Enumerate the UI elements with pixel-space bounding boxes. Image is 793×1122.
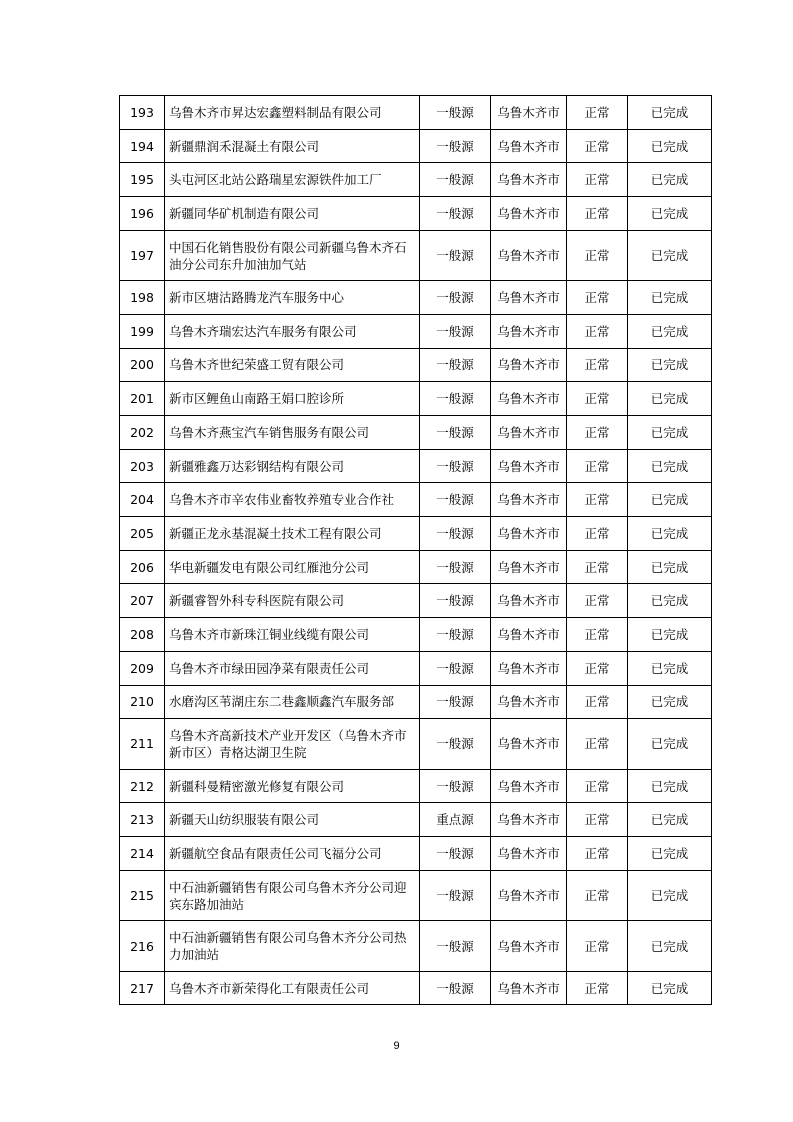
city-cell: 乌鲁木齐市 xyxy=(491,197,567,231)
source-type-cell: 一般源 xyxy=(420,230,491,281)
city-cell: 乌鲁木齐市 xyxy=(491,517,567,551)
completion-status-cell: 已完成 xyxy=(628,281,712,315)
status-cell: 正常 xyxy=(567,618,628,652)
table-row xyxy=(120,281,712,315)
city-cell: 乌鲁木齐市 xyxy=(491,163,567,197)
company-name-cell: 新疆鼎润禾混凝土有限公司 xyxy=(165,129,420,163)
table-row xyxy=(120,197,712,231)
row-number-cell: 212 xyxy=(120,769,165,803)
company-name-cell: 中国石化销售股份有限公司新疆乌鲁木齐石油分公司东升加油加气站 xyxy=(165,230,420,281)
city-cell: 乌鲁木齐市 xyxy=(491,719,567,770)
row-number-cell: 208 xyxy=(120,618,165,652)
source-type-cell: 一般源 xyxy=(420,719,491,770)
city-cell: 乌鲁木齐市 xyxy=(491,651,567,685)
table-row xyxy=(120,685,712,719)
source-type-cell: 一般源 xyxy=(420,837,491,871)
table-row xyxy=(120,921,712,972)
table-row xyxy=(120,870,712,921)
city-cell: 乌鲁木齐市 xyxy=(491,348,567,382)
status-cell: 正常 xyxy=(567,971,628,1005)
completion-status-cell: 已完成 xyxy=(628,870,712,921)
table-row xyxy=(120,517,712,551)
source-type-cell: 一般源 xyxy=(420,870,491,921)
city-cell: 乌鲁木齐市 xyxy=(491,921,567,972)
company-name-cell: 新疆航空食品有限责任公司飞福分公司 xyxy=(165,837,420,871)
row-number-cell: 194 xyxy=(120,129,165,163)
city-cell: 乌鲁木齐市 xyxy=(491,550,567,584)
source-type-cell: 一般源 xyxy=(420,281,491,315)
completion-status-cell: 已完成 xyxy=(628,348,712,382)
source-type-cell: 一般源 xyxy=(420,348,491,382)
source-type-cell: 重点源 xyxy=(420,803,491,837)
table-row xyxy=(120,584,712,618)
completion-status-cell: 已完成 xyxy=(628,971,712,1005)
table-row xyxy=(120,348,712,382)
source-type-cell: 一般源 xyxy=(420,651,491,685)
row-number-cell: 211 xyxy=(120,719,165,770)
city-cell: 乌鲁木齐市 xyxy=(491,129,567,163)
source-type-cell: 一般源 xyxy=(420,163,491,197)
status-cell: 正常 xyxy=(567,803,628,837)
completion-status-cell: 已完成 xyxy=(628,416,712,450)
status-cell: 正常 xyxy=(567,348,628,382)
completion-status-cell: 已完成 xyxy=(628,719,712,770)
company-name-cell: 乌鲁木齐市新珠江铜业线缆有限公司 xyxy=(165,618,420,652)
completion-status-cell: 已完成 xyxy=(628,314,712,348)
table-row xyxy=(120,483,712,517)
status-cell: 正常 xyxy=(567,651,628,685)
row-number-cell: 213 xyxy=(120,803,165,837)
page-number: 9 xyxy=(393,1040,400,1052)
completion-status-cell: 已完成 xyxy=(628,550,712,584)
company-name-cell: 乌鲁木齐市新荣得化工有限责任公司 xyxy=(165,971,420,1005)
city-cell: 乌鲁木齐市 xyxy=(491,230,567,281)
source-table xyxy=(119,95,712,1005)
source-type-cell: 一般源 xyxy=(420,129,491,163)
source-type-cell: 一般源 xyxy=(420,483,491,517)
source-type-cell: 一般源 xyxy=(420,618,491,652)
row-number-cell: 214 xyxy=(120,837,165,871)
city-cell: 乌鲁木齐市 xyxy=(491,803,567,837)
row-number-cell: 206 xyxy=(120,550,165,584)
row-number-cell: 200 xyxy=(120,348,165,382)
company-name-cell: 新疆天山纺织服装有限公司 xyxy=(165,803,420,837)
source-type-cell: 一般源 xyxy=(420,921,491,972)
completion-status-cell: 已完成 xyxy=(628,921,712,972)
completion-status-cell: 已完成 xyxy=(628,651,712,685)
completion-status-cell: 已完成 xyxy=(628,197,712,231)
table-row xyxy=(120,550,712,584)
status-cell: 正常 xyxy=(567,769,628,803)
status-cell: 正常 xyxy=(567,281,628,315)
table-row xyxy=(120,382,712,416)
status-cell: 正常 xyxy=(567,96,628,130)
completion-status-cell: 已完成 xyxy=(628,584,712,618)
status-cell: 正常 xyxy=(567,584,628,618)
row-number-cell: 199 xyxy=(120,314,165,348)
source-type-cell: 一般源 xyxy=(420,769,491,803)
city-cell: 乌鲁木齐市 xyxy=(491,685,567,719)
source-type-cell: 一般源 xyxy=(420,971,491,1005)
status-cell: 正常 xyxy=(567,382,628,416)
table-row xyxy=(120,129,712,163)
row-number-cell: 209 xyxy=(120,651,165,685)
city-cell: 乌鲁木齐市 xyxy=(491,483,567,517)
status-cell: 正常 xyxy=(567,163,628,197)
row-number-cell: 198 xyxy=(120,281,165,315)
source-type-cell: 一般源 xyxy=(420,449,491,483)
source-type-cell: 一般源 xyxy=(420,685,491,719)
completion-status-cell: 已完成 xyxy=(628,769,712,803)
row-number-cell: 196 xyxy=(120,197,165,231)
city-cell: 乌鲁木齐市 xyxy=(491,769,567,803)
city-cell: 乌鲁木齐市 xyxy=(491,449,567,483)
row-number-cell: 201 xyxy=(120,382,165,416)
status-cell: 正常 xyxy=(567,550,628,584)
completion-status-cell: 已完成 xyxy=(628,837,712,871)
table-row xyxy=(120,230,712,281)
row-number-cell: 193 xyxy=(120,96,165,130)
company-name-cell: 新疆雅鑫万达彩钢结构有限公司 xyxy=(165,449,420,483)
completion-status-cell: 已完成 xyxy=(628,517,712,551)
source-type-cell: 一般源 xyxy=(420,382,491,416)
city-cell: 乌鲁木齐市 xyxy=(491,382,567,416)
table-row xyxy=(120,769,712,803)
row-number-cell: 204 xyxy=(120,483,165,517)
source-type-cell: 一般源 xyxy=(420,517,491,551)
status-cell: 正常 xyxy=(567,837,628,871)
company-name-cell: 乌鲁木齐市绿田园净菜有限责任公司 xyxy=(165,651,420,685)
source-type-cell: 一般源 xyxy=(420,416,491,450)
row-number-cell: 205 xyxy=(120,517,165,551)
company-name-cell: 乌鲁木齐市辛农伟业畜牧养殖专业合作社 xyxy=(165,483,420,517)
completion-status-cell: 已完成 xyxy=(628,163,712,197)
city-cell: 乌鲁木齐市 xyxy=(491,618,567,652)
row-number-cell: 203 xyxy=(120,449,165,483)
completion-status-cell: 已完成 xyxy=(628,96,712,130)
row-number-cell: 197 xyxy=(120,230,165,281)
completion-status-cell: 已完成 xyxy=(628,483,712,517)
company-name-cell: 新市区塘沽路腾龙汽车服务中心 xyxy=(165,281,420,315)
row-number-cell: 217 xyxy=(120,971,165,1005)
completion-status-cell: 已完成 xyxy=(628,449,712,483)
table-row xyxy=(120,803,712,837)
table-body xyxy=(120,96,712,1005)
table-row xyxy=(120,416,712,450)
company-name-cell: 新疆科曼精密激光修复有限公司 xyxy=(165,769,420,803)
table-row xyxy=(120,163,712,197)
company-name-cell: 水磨沟区苇湖庄东二巷鑫顺鑫汽车服务部 xyxy=(165,685,420,719)
company-name-cell: 新疆同华矿机制造有限公司 xyxy=(165,197,420,231)
row-number-cell: 210 xyxy=(120,685,165,719)
status-cell: 正常 xyxy=(567,230,628,281)
table-row xyxy=(120,719,712,770)
status-cell: 正常 xyxy=(567,314,628,348)
company-name-cell: 中石油新疆销售有限公司乌鲁木齐分公司热力加油站 xyxy=(165,921,420,972)
city-cell: 乌鲁木齐市 xyxy=(491,314,567,348)
status-cell: 正常 xyxy=(567,483,628,517)
completion-status-cell: 已完成 xyxy=(628,129,712,163)
company-name-cell: 乌鲁木齐世纪荣盛工贸有限公司 xyxy=(165,348,420,382)
completion-status-cell: 已完成 xyxy=(628,685,712,719)
city-cell: 乌鲁木齐市 xyxy=(491,281,567,315)
company-name-cell: 华电新疆发电有限公司红雁池分公司 xyxy=(165,550,420,584)
source-type-cell: 一般源 xyxy=(420,96,491,130)
company-name-cell: 新疆睿智外科专科医院有限公司 xyxy=(165,584,420,618)
company-name-cell: 乌鲁木齐燕宝汽车销售服务有限公司 xyxy=(165,416,420,450)
city-cell: 乌鲁木齐市 xyxy=(491,870,567,921)
source-type-cell: 一般源 xyxy=(420,314,491,348)
source-type-cell: 一般源 xyxy=(420,550,491,584)
completion-status-cell: 已完成 xyxy=(628,382,712,416)
source-type-cell: 一般源 xyxy=(420,584,491,618)
row-number-cell: 202 xyxy=(120,416,165,450)
row-number-cell: 207 xyxy=(120,584,165,618)
company-name-cell: 乌鲁木齐市昇达宏鑫塑料制品有限公司 xyxy=(165,96,420,130)
status-cell: 正常 xyxy=(567,685,628,719)
status-cell: 正常 xyxy=(567,870,628,921)
status-cell: 正常 xyxy=(567,719,628,770)
city-cell: 乌鲁木齐市 xyxy=(491,96,567,130)
company-name-cell: 中石油新疆销售有限公司乌鲁木齐分公司迎宾东路加油站 xyxy=(165,870,420,921)
city-cell: 乌鲁木齐市 xyxy=(491,416,567,450)
completion-status-cell: 已完成 xyxy=(628,618,712,652)
status-cell: 正常 xyxy=(567,449,628,483)
table-row xyxy=(120,971,712,1005)
company-name-cell: 乌鲁木齐瑞宏达汽车服务有限公司 xyxy=(165,314,420,348)
table-row xyxy=(120,449,712,483)
row-number-cell: 216 xyxy=(120,921,165,972)
source-type-cell: 一般源 xyxy=(420,197,491,231)
table-row xyxy=(120,618,712,652)
company-name-cell: 乌鲁木齐高新技术产业开发区（乌鲁木齐市新市区）青格达湖卫生院 xyxy=(165,719,420,770)
table-row xyxy=(120,651,712,685)
city-cell: 乌鲁木齐市 xyxy=(491,584,567,618)
status-cell: 正常 xyxy=(567,197,628,231)
table-row xyxy=(120,837,712,871)
city-cell: 乌鲁木齐市 xyxy=(491,837,567,871)
status-cell: 正常 xyxy=(567,921,628,972)
completion-status-cell: 已完成 xyxy=(628,230,712,281)
company-name-cell: 新疆正龙永基混凝土技术工程有限公司 xyxy=(165,517,420,551)
status-cell: 正常 xyxy=(567,416,628,450)
city-cell: 乌鲁木齐市 xyxy=(491,971,567,1005)
company-name-cell: 新市区鲤鱼山南路王娟口腔诊所 xyxy=(165,382,420,416)
row-number-cell: 215 xyxy=(120,870,165,921)
completion-status-cell: 已完成 xyxy=(628,803,712,837)
row-number-cell: 195 xyxy=(120,163,165,197)
company-name-cell: 头屯河区北站公路瑞星宏源铁件加工厂 xyxy=(165,163,420,197)
table-row xyxy=(120,314,712,348)
table-row xyxy=(120,96,712,130)
status-cell: 正常 xyxy=(567,517,628,551)
status-cell: 正常 xyxy=(567,129,628,163)
